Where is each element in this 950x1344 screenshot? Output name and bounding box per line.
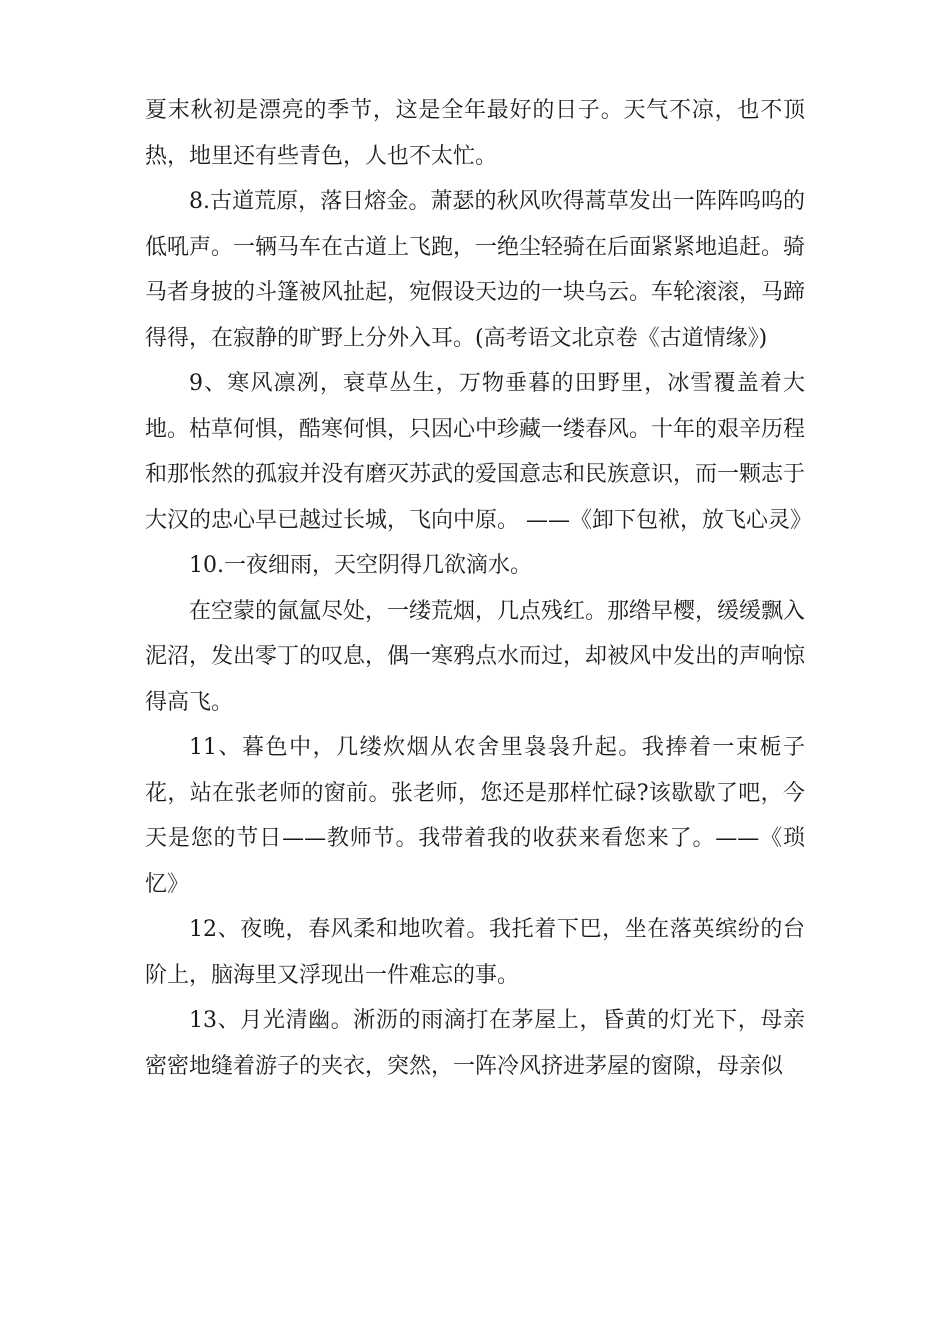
paragraph-12: 12、夜晚，春风柔和地吹着。我托着下巴，坐在落英缤纷的台阶上，脑海里又浮现出一件难忘的事。 <box>145 917 805 988</box>
paragraph-10: 10.一夜细雨，天空阴得几欲滴水。 <box>189 553 532 578</box>
paragraph-13: 13、月光清幽。淅沥的雨滴打在茅屋上，昏黄的灯光下，母亲密密地缝着游子的夹衣，突然，一阵冷风挤进茅屋的窗隙，母亲似 <box>145 1008 805 1079</box>
paragraph-intro: 夏末秋初是漂亮的季节，这是全年最好的日子。天气不凉，也不顶热，地里还有些青色，人也不太忙。 <box>145 98 805 169</box>
paragraph-8: 8.古道荒原，落日熔金。萧瑟的秋风吹得蒿草发出一阵阵呜呜的低吼声。一辆马车在古道上飞跑，一绝尘轻骑在后面紧紧地追赶。骑马者身披的斗篷被风扯起，宛假设天边的一块乌云。车轮滚滚，马蹄得得，在寂静的旷野上分外入耳。(高考语文北京卷《古道情缘》) <box>145 189 806 351</box>
document-body <box>145 88 812 1089</box>
paragraph-9: 9、寒风凛冽，衰草丛生，万物垂暮的田野里，冰雪覆盖着大地。枯草何惧，酷寒何惧，只因心中珍藏一缕春风。十年的艰辛历程和那怅然的孤寂并没有磨灭苏武的爱国意志和民族意识，而一颗志于大汉的忠心早已越过长城，飞向中原。 ——《卸下包袱，放飞心灵》 <box>145 371 812 533</box>
paragraph-10-continued: 在空蒙的氤氲尽处，一缕荒烟，几点残红。那绺早樱，缓缓飘入泥沼，发出零丁的叹息，偶一寒鸦点水而过，却被风中发出的声响惊得高飞。 <box>145 598 806 715</box>
paragraph-11: 11、暮色中，几缕炊烟从农舍里袅袅升起。我捧着一束栀子花，站在张老师的窗前。张老师，您还是那样忙碌?该歇歇了吧，今天是您的节日——教师节。我带着我的收获来看您来了。——《琐忆》 <box>145 735 805 897</box>
